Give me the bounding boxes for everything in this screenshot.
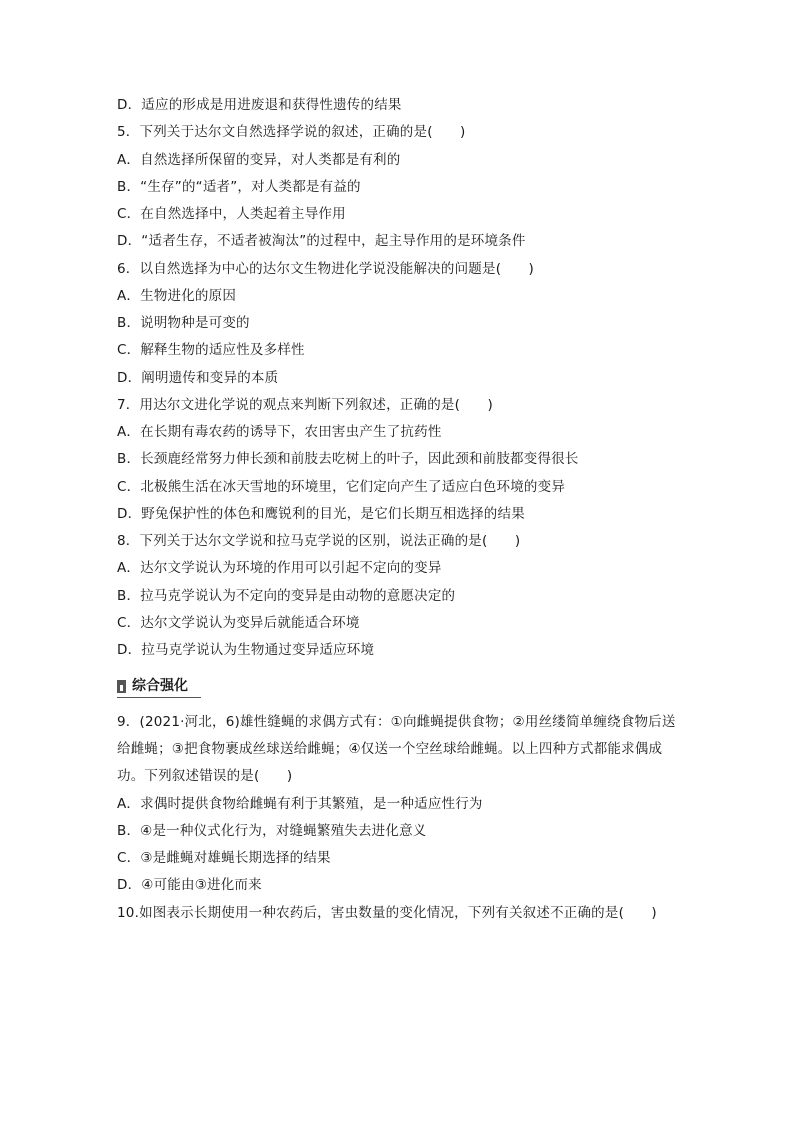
option-line: C．北极熊生活在冰天雪地的环境里，它们定向产生了适应白色环境的变异	[117, 479, 566, 495]
option-line: B．拉马克学说认为不定向的变异是由动物的意愿决定的	[117, 588, 456, 604]
question-5: 5．下列关于达尔文自然选择学说的叙述，正确的是( )	[117, 124, 466, 140]
question-6: 6．以自然选择为中心的达尔文生物进化学说没能解决的问题是( )	[117, 261, 535, 277]
question-10: 10.如图表示长期使用一种农药后，害虫数量的变化情况，下列有关叙述不正确的是( )	[117, 905, 657, 921]
option-line: C．在自然选择中，人类起着主导作用	[117, 206, 346, 222]
option-line: A．生物进化的原因	[117, 288, 237, 304]
text-line: D．适应的形成是用进废退和获得性遗传的结果	[117, 97, 402, 113]
option-line: B．长颈鹿经常努力伸长颈和前肢去吃树上的叶子，因此颈和前肢都变得很长	[117, 451, 579, 467]
question-9: 9．(2021·河北，6)雄性缝蝇的求偶方式有：①向雌蝇提供食物；②用丝缕简单缠绕食物后送	[117, 714, 676, 730]
question-7: 7．用达尔文进化学说的观点来判断下列叙述，正确的是( )	[117, 397, 493, 413]
option-line: B．“生存”的“适者”，对人类都是有益的	[117, 179, 361, 195]
section-marker-icon	[117, 680, 126, 693]
option-line: A．求偶时提供食物给雌蝇有利于其繁殖，是一种适应性行为	[117, 796, 483, 812]
question-8: 8．下列关于达尔文学说和拉马克学说的区别，说法正确的是( )	[117, 533, 521, 549]
option-line: A．自然选择所保留的变异，对人类都是有利的	[117, 152, 401, 168]
option-line: C．达尔文学说认为变异后就能适合环境	[117, 615, 360, 631]
text-line: 功。下列叙述错误的是( )	[117, 768, 293, 784]
option-line: D．“适者生存，不适者被淘汰”的过程中，起主导作用的是环境条件	[117, 233, 526, 249]
option-line: A．达尔文学说认为环境的作用可以引起不定向的变异	[117, 560, 442, 576]
section-title: 综合强化	[132, 678, 188, 694]
option-line: D．④可能由③进化而来	[117, 877, 262, 893]
text-line: 给雌蝇；③把食物裹成丝球送给雌蝇；④仅送一个空丝球给雌蝇。以上四种方式都能求偶成	[117, 741, 663, 757]
option-line: D．阐明遗传和变异的本质	[117, 370, 279, 386]
option-line: A．在长期有毒农药的诱导下，农田害虫产生了抗药性	[117, 424, 442, 440]
option-line: D．拉马克学说认为生物通过变异适应环境	[117, 642, 375, 658]
option-line: D．野兔保护性的体色和鹰锐利的目光，是它们长期互相选择的结果	[117, 506, 525, 522]
option-line: B．④是一种仪式化行为，对缝蝇繁殖失去进化意义	[117, 823, 427, 839]
option-line: C．解释生物的适应性及多样性	[117, 342, 305, 358]
option-line: B．说明物种是可变的	[117, 315, 250, 331]
option-line: C．③是雌蝇对雄蝇长期选择的结果	[117, 850, 331, 866]
section-header	[117, 677, 201, 698]
